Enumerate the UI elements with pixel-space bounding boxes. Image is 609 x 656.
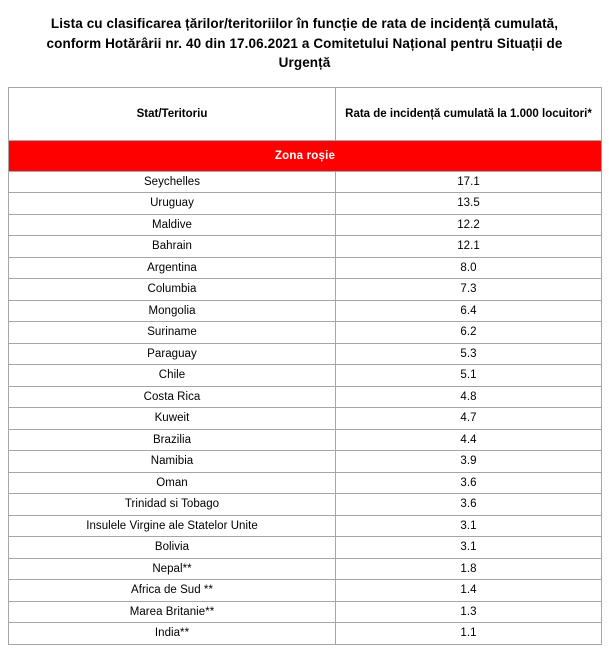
table-row: [9, 322, 602, 344]
country-name: Kuweit: [9, 408, 336, 430]
incidence-value: 4.7: [336, 408, 602, 430]
zone-banner-row: [9, 140, 602, 171]
country-name: Paraguay: [9, 343, 336, 365]
incidence-value: 3.6: [336, 494, 602, 516]
incidence-value: 1.8: [336, 558, 602, 580]
incidence-value: 4.4: [336, 429, 602, 451]
country-name: Columbia: [9, 279, 336, 301]
country-name: Suriname: [9, 322, 336, 344]
zone-label: Zona roșie: [9, 140, 602, 171]
country-name: Brazilia: [9, 429, 336, 451]
table-row: [9, 214, 602, 236]
country-name: Costa Rica: [9, 386, 336, 408]
country-name: Uruguay: [9, 193, 336, 215]
incidence-value: 1.3: [336, 601, 602, 623]
incidence-value: 3.9: [336, 451, 602, 473]
table-row: [9, 171, 602, 193]
table-header: [9, 87, 602, 140]
incidence-value: 6.4: [336, 300, 602, 322]
country-name: Nepal**: [9, 558, 336, 580]
country-name: Mongolia: [9, 300, 336, 322]
incidence-value: 5.3: [336, 343, 602, 365]
table-row: [9, 580, 602, 602]
incidence-value: 8.0: [336, 257, 602, 279]
incidence-value: 4.8: [336, 386, 602, 408]
table-row: [9, 601, 602, 623]
table-row: [9, 472, 602, 494]
incidence-value: 7.3: [336, 279, 602, 301]
country-name: Namibia: [9, 451, 336, 473]
incidence-table-wrapper: [8, 87, 601, 645]
table-row: [9, 494, 602, 516]
country-name: Africa de Sud **: [9, 580, 336, 602]
table-row: [9, 429, 602, 451]
table-row: [9, 193, 602, 215]
table-row: [9, 257, 602, 279]
incidence-value: 3.6: [336, 472, 602, 494]
header-row: [9, 87, 602, 140]
country-name: Oman: [9, 472, 336, 494]
table-row: [9, 558, 602, 580]
country-name: Insulele Virgine ale Statelor Unite: [9, 515, 336, 537]
incidence-value: 3.1: [336, 537, 602, 559]
column-header-rate: Rata de incidență cumulată la 1.000 locuitori*: [336, 87, 602, 140]
table-row: [9, 515, 602, 537]
incidence-value: 6.2: [336, 322, 602, 344]
table-row: [9, 386, 602, 408]
country-name: Argentina: [9, 257, 336, 279]
country-name: Bahrain: [9, 236, 336, 258]
incidence-value: 12.1: [336, 236, 602, 258]
table-row: [9, 300, 602, 322]
table-row: [9, 279, 602, 301]
country-name: Bolivia: [9, 537, 336, 559]
table-row: [9, 537, 602, 559]
table-row: [9, 236, 602, 258]
table-row: [9, 408, 602, 430]
column-header-country: Stat/Teritoriu: [9, 87, 336, 140]
country-name: Chile: [9, 365, 336, 387]
country-name: Trinidad si Tobago: [9, 494, 336, 516]
country-name: Marea Britanie**: [9, 601, 336, 623]
table-row: [9, 343, 602, 365]
incidence-value: 13.5: [336, 193, 602, 215]
country-name: Seychelles: [9, 171, 336, 193]
country-name: India**: [9, 623, 336, 645]
incidence-table: [8, 87, 602, 645]
country-name: Maldive: [9, 214, 336, 236]
incidence-value: 1.4: [336, 580, 602, 602]
incidence-value: 17.1: [336, 171, 602, 193]
table-row: [9, 623, 602, 645]
page-title: Lista cu clasificarea țărilor/teritoriilor în funcție de rata de incidență cumulată, conform Hotărârii nr. 40 din 17.06.2021 a Comitetului Național pentru Situații de Urgență: [46, 16, 563, 71]
table-row: [9, 451, 602, 473]
incidence-value: 3.1: [336, 515, 602, 537]
incidence-value: 1.1: [336, 623, 602, 645]
table-row: [9, 365, 602, 387]
incidence-value: 5.1: [336, 365, 602, 387]
incidence-value: 12.2: [336, 214, 602, 236]
table-body: [9, 140, 602, 644]
